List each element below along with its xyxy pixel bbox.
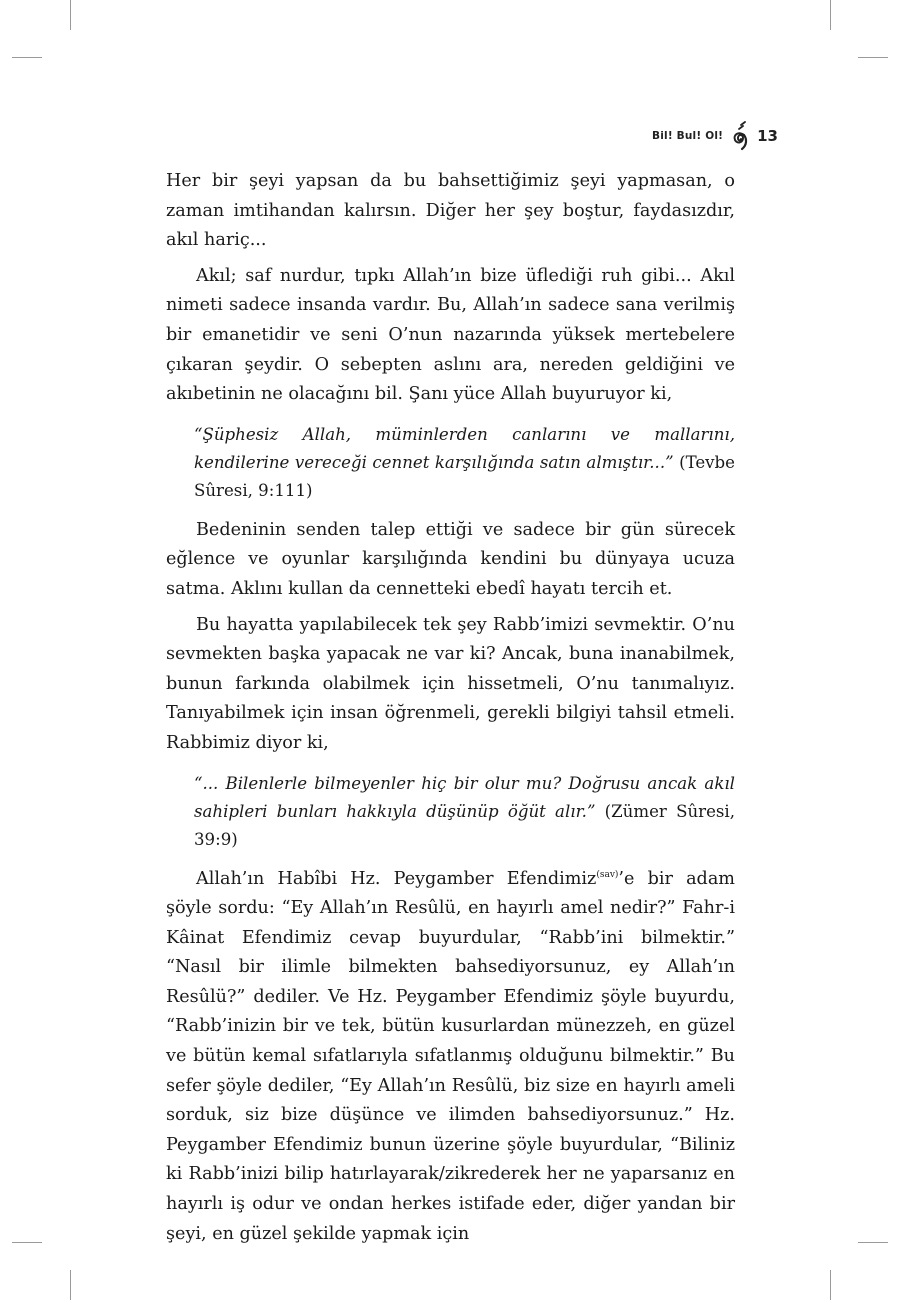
paragraph-text: ’e bir adam şöyle sordu: “Ey Allah’ın Resûlü, en hayırlı amel nedir?” Fahr-i Kâinat Efendimiz cevap buyurdular, “Rabb’ini bilmektir.” “Nasıl bir ilimle bilmekten bahsediyorsunuz, ey Allah’ın Resûlü?” dediler. Ve Hz. Peygamber Efendimiz şöyle buyurdu, “Rabb’inizin bir ve tek, bütün kusurlardan münezzeh, en güzel ve bütün kemal sıfatlarıyla sıfatlanmış olduğunu bilmektir.” Bu sefer şöyle dediler, “Ey Allah’ın Resûlü, biz size en hayırlı ameli sorduk, siz bize düşünce ve ilimden bahsediyorsunuz.” Hz. Peygamber Efendimiz bunun üzerine şöyle buyurdular, “Biliniz ki Rabb’inizi bilip hatırlayarak/zikrederek her ne yaparsanız en hayırlı iş odur ve ondan herkes istifade eder, diğer yandan bir şeyi, en güzel şekilde yapmak için xyxy=(166,868,735,1244)
crop-mark xyxy=(830,0,831,30)
paragraph: Akıl; saf nurdur, tıpkı Allah’ın bize üflediği ruh gibi... Akıl nimeti sadece insanda vardır. Bu, Allah’ın sadece sana verilmiş bir emanetidir ve seni O’nun nazarında yüksek mertebelere çıkaran şeydir. O sebepten aslını ara, nereden geldiğini ve akıbetinin ne olacağını bil. Şanı yüce Allah buyuruyor ki, xyxy=(166,265,735,405)
crop-mark xyxy=(70,0,71,30)
honorific-superscript: (sav) xyxy=(596,869,619,880)
page-body xyxy=(166,167,735,1249)
page-header xyxy=(652,121,778,151)
verse-quote xyxy=(194,770,735,854)
page-number: 13 xyxy=(757,127,778,145)
crop-mark xyxy=(12,57,42,58)
crop-mark xyxy=(12,1242,42,1243)
quote-reference: (Tevbe Sûresi, 9:111) xyxy=(194,452,736,500)
paragraph: Bedeninin senden talep ettiği ve sadece bir gün sürecek eğlence ve oyunlar karşılığında kendini bu dünyaya ucuza satma. Aklını kullan da cennetteki ebedî hayatı tercih et. xyxy=(166,519,735,599)
quote-text: “... Bilenlerle bilmeyenler hiç bir olur mu? Doğrusu ancak akıl sahipleri bunları hakkıyla düşünüp öğüt alır.” xyxy=(194,773,735,821)
crop-mark xyxy=(70,1270,71,1300)
paragraph: Her bir şeyi yapsan da bu bahsettiğimiz şeyi yapmasan, o zaman imtihandan kalırsın. Diğer her şey boştur, faydasızdır, akıl hariç... xyxy=(166,171,735,251)
paragraph: Bu hayatta yapılabilecek tek şey Rabb’imizi sevmektir. O’nu sevmekten başka yapacak ne var ki? Ancak, buna inanabilmek, bunun farkında olabilmek için hissetmeli, O’nu tanımalıyız. Tanıyabilmek için insan öğrenmeli, gerekli bilgiyi tahsil etmeli. Rabbimiz diyor ki, xyxy=(166,614,735,753)
quote-reference: (Zümer Sûresi, 39:9) xyxy=(194,801,735,849)
crop-mark xyxy=(858,1242,888,1243)
calligraphy-vav-icon xyxy=(729,121,751,151)
quote-text: “Şüphesiz Allah, müminlerden canlarını ve mallarını, kendilerine vereceği cennet karşılığında satın almıştır...” xyxy=(194,424,735,472)
paragraph xyxy=(166,865,735,1250)
crop-mark xyxy=(858,57,888,58)
paragraph-text: Allah’ın Habîbi Hz. Peygamber Efendimiz xyxy=(196,868,597,889)
crop-mark xyxy=(830,1270,831,1300)
verse-quote xyxy=(194,421,735,505)
running-title: Bil! Bul! Ol! xyxy=(652,130,724,142)
